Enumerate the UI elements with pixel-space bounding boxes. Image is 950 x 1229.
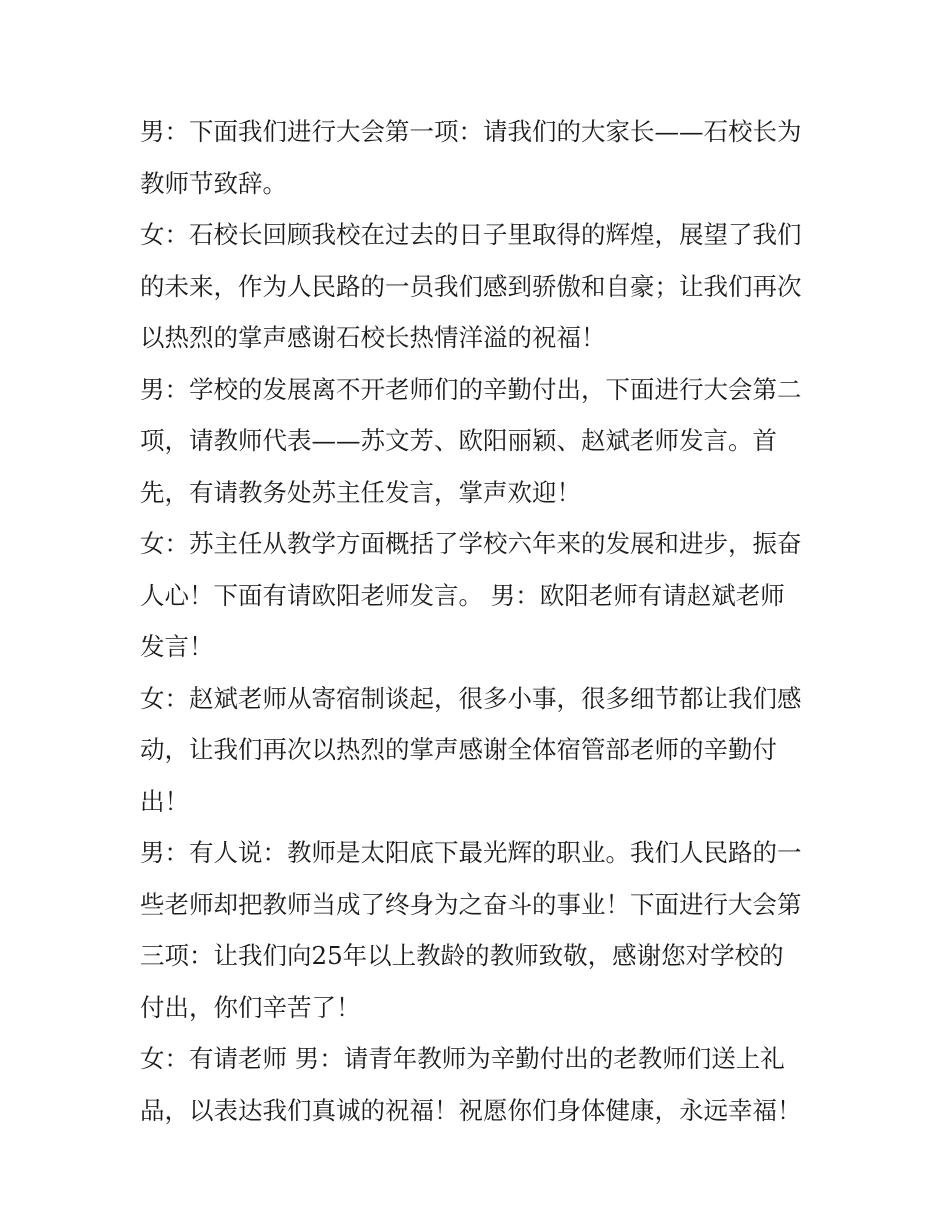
text-line: 男：学校的发展离不开老师们的辛勤付出，下面进行大会第二 xyxy=(140,374,802,404)
text-line: 先，有请教务处苏主任发言，掌声欢迎！ xyxy=(140,477,581,507)
text-line: 教师节致辞。 xyxy=(140,168,287,198)
text-line: 些老师却把教师当成了终身为之奋斗的事业！下面进行大会第 xyxy=(140,889,802,919)
text-line: 品，以表达我们真诚的祝福！祝愿你们身体健康，永远幸福！ xyxy=(140,1095,802,1125)
text-line: 女：苏主任从教学方面概括了学校六年来的发展和进步，振奋 xyxy=(140,529,802,558)
text-line: 以热烈的掌声感谢石校长热情洋溢的祝福！ xyxy=(140,323,606,352)
text-line: 出！ xyxy=(140,786,189,816)
text-line: 人心！下面有请欧阳老师发言。 男：欧阳老师有请赵斌老师 xyxy=(140,580,785,610)
text-line: 发言！ xyxy=(140,632,214,661)
text-line: 女：赵斌老师从寄宿制谈起，很多小事，很多细节都让我们感 xyxy=(140,683,802,713)
text-line: 的未来，作为人民路的一员我们感到骄傲和自豪；让我们再次 xyxy=(140,271,802,301)
text-line: 男：有人说：教师是太阳底下最光辉的职业。我们人民路的一 xyxy=(140,838,802,867)
text-line: 女：有请老师 男：请青年教师为辛勤付出的老教师们送上礼 xyxy=(140,1044,785,1073)
text-line: 女：石校长回顾我校在过去的日子里取得的辉煌，展望了我们 xyxy=(140,220,802,249)
text-line: 男：下面我们进行大会第一项：请我们的大家长——石校长为 xyxy=(140,117,802,146)
document-body xyxy=(140,106,830,1136)
text-line: 动，让我们再次以热烈的掌声感谢全体宿管部老师的辛勤付 xyxy=(140,735,777,764)
text-line: 三项：让我们向25年以上教龄的教师致敬，感谢您对学校的 xyxy=(140,941,784,970)
text-line: 项，请教师代表——苏文芳、欧阳丽颖、赵斌老师发言。首 xyxy=(140,426,777,455)
text-line: 付出，你们辛苦了！ xyxy=(140,992,361,1022)
